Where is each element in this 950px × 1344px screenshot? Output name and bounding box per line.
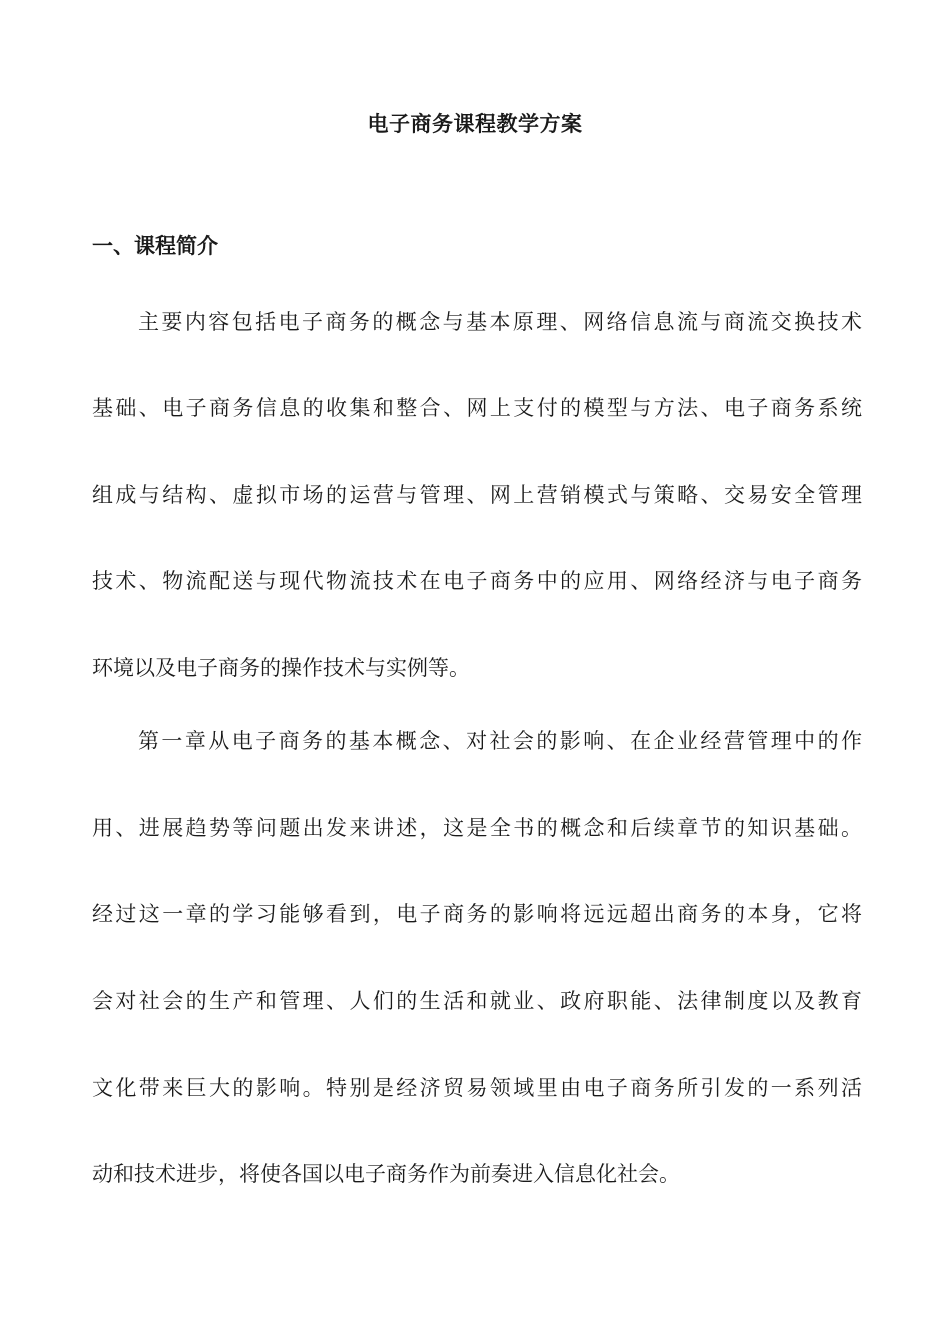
paragraph-line: 经过这一章的学习能够看到，电子商务的影响将远远超出商务的本身，它将 — [92, 902, 862, 926]
document-title: 电子商务课程教学方案 — [367, 112, 583, 136]
paragraph-line: 主要内容包括电子商务的概念与基本原理、网络信息流与商流交换技术 — [138, 310, 862, 334]
paragraph-line: 基础、电子商务信息的收集和整合、网上支付的模型与方法、电子商务系统 — [92, 396, 862, 420]
paragraph-line: 动和技术进步，将使各国以电子商务作为前奏进入信息化社会。 — [92, 1162, 680, 1186]
paragraph-line: 会对社会的生产和管理、人们的生活和就业、政府职能、法律制度以及教育 — [92, 989, 862, 1013]
paragraph-line: 文化带来巨大的影响。特别是经济贸易领域里由电子商务所引发的一系列活 — [92, 1076, 862, 1100]
paragraph-line: 环境以及电子商务的操作技术与实例等。 — [92, 656, 470, 680]
paragraph-line: 用、进展趋势等问题出发来讲述，这是全书的概念和后续章节的知识基础。 — [92, 816, 862, 840]
paragraph-line: 技术、物流配送与现代物流技术在电子商务中的应用、网络经济与电子商务 — [92, 569, 862, 593]
section-heading-course-intro: 一、课程简介 — [92, 234, 218, 258]
paragraph-line: 第一章从电子商务的基本概念、对社会的影响、在企业经营管理中的作 — [138, 729, 862, 753]
paragraph-line: 组成与结构、虚拟市场的运营与管理、网上营销模式与策略、交易安全管理 — [92, 483, 862, 507]
